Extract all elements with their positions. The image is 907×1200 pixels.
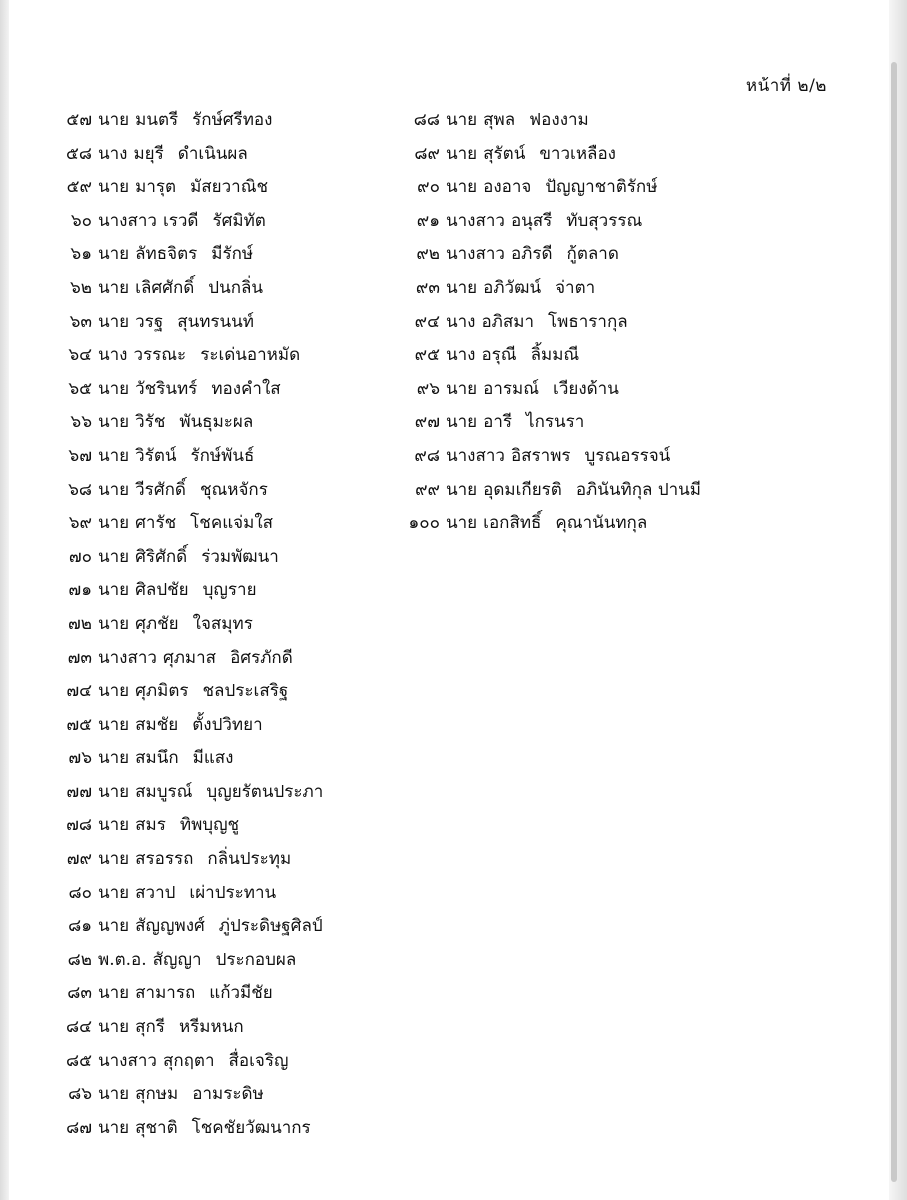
name-prefix: นาย — [98, 983, 130, 1004]
last-name: ร่วมพัฒนา — [201, 546, 279, 567]
name-prefix: นาย — [98, 748, 130, 769]
item-number: ๘๐ — [68, 882, 92, 903]
last-name: แก้วมีชัย — [209, 983, 273, 1004]
first-name: สุชาติ — [135, 1117, 178, 1138]
list-item — [52, 104, 323, 138]
first-name: ศิลปชัย — [135, 580, 189, 601]
last-name: บุญยรัตนประภา — [206, 781, 324, 802]
last-name: ทับสุวรรณ — [566, 210, 643, 231]
item-number: ๖๔ — [68, 345, 92, 366]
last-name: โชคชัยวัฒนากร — [191, 1117, 311, 1138]
name-prefix: นาย — [98, 513, 130, 534]
list-item — [52, 507, 323, 541]
first-name: สัญญพงศ์ — [135, 916, 205, 937]
item-number: ๖๓ — [69, 311, 92, 332]
item-number: ๙๕ — [414, 345, 440, 366]
list-item — [400, 104, 701, 138]
name-prefix: นางสาว — [98, 210, 157, 231]
item-number: ๖๘ — [68, 479, 92, 500]
first-name: วรฐ — [135, 311, 164, 332]
list-item — [52, 238, 323, 272]
name-prefix: นาย — [98, 815, 130, 836]
last-name: ฟองงาม — [529, 110, 589, 130]
list-item — [52, 1045, 323, 1079]
first-name: ศิริศักดิ์ — [135, 546, 188, 567]
item-number: ๕๙ — [66, 177, 92, 198]
name-prefix: นาย — [98, 613, 130, 634]
first-name: เรวดี — [162, 210, 199, 231]
list-item — [52, 608, 323, 642]
last-name: มัสยวาณิช — [190, 177, 269, 198]
first-name: สมบูรณ์ — [135, 781, 193, 802]
first-name: สวาป — [135, 882, 176, 903]
first-name: สมชัย — [135, 714, 179, 735]
item-number: ๗๖ — [68, 748, 92, 769]
name-prefix: นาย — [446, 177, 478, 198]
name-prefix: นาย — [446, 277, 478, 298]
list-item — [52, 138, 323, 172]
name-prefix: นาย — [98, 277, 130, 298]
first-name: สุรัตน์ — [483, 143, 526, 164]
item-number: ๘๗ — [66, 1117, 92, 1138]
list-item — [400, 272, 701, 306]
first-name: วัชรินทร์ — [135, 378, 198, 399]
last-name: ลิ้มมณี — [530, 345, 580, 366]
list-item — [52, 306, 323, 340]
last-name: กู้ตลาด — [566, 244, 619, 265]
last-name: ปนกลิ่น — [208, 277, 264, 298]
page-number: หน้าที่ ๒/๒ — [745, 76, 827, 96]
item-number: ๖๑ — [70, 244, 92, 265]
item-number: ๖๙ — [68, 513, 92, 534]
first-name: องอาจ — [483, 177, 532, 198]
last-name: สุนทรนนท์ — [177, 311, 254, 332]
last-name: อามระดิษ — [192, 1084, 264, 1105]
last-name: มีแสง — [192, 748, 234, 769]
first-name: ศุภมิตร — [135, 681, 189, 702]
item-number: ๙๔ — [414, 311, 440, 332]
name-prefix: นาย — [98, 311, 130, 332]
name-prefix: นาย — [98, 1084, 130, 1105]
name-prefix: นาย — [446, 412, 478, 433]
item-number: ๘๔ — [66, 1017, 92, 1038]
first-name: ศารัช — [135, 513, 177, 534]
list-item — [52, 675, 323, 709]
last-name: อิศรภักดี — [230, 647, 293, 668]
name-list-right-column — [400, 104, 701, 541]
list-item — [400, 171, 701, 205]
item-number: ๘๙ — [414, 143, 440, 164]
last-name: เผ่าประทาน — [189, 882, 277, 903]
item-number: ๙๘ — [414, 445, 440, 466]
item-number: ๘๘ — [413, 110, 440, 130]
first-name: สุพล — [483, 110, 516, 130]
item-number: ๙๗ — [414, 412, 440, 433]
item-number: ๗๘ — [66, 815, 92, 836]
item-number: ๖๗ — [68, 445, 92, 466]
list-item — [52, 809, 323, 843]
page-left-shadow — [0, 0, 9, 1200]
name-prefix: นาย — [98, 580, 130, 601]
first-name: สุกฤตา — [162, 1050, 215, 1071]
name-prefix: นาย — [446, 479, 478, 500]
first-name: สมร — [135, 815, 166, 836]
item-number: ๗๒ — [68, 613, 92, 634]
item-number: ๘๖ — [68, 1084, 92, 1105]
last-name: ตั้งปวิทยา — [192, 714, 263, 735]
last-name: สื่อเจริญ — [228, 1050, 289, 1071]
last-name: รักษ์ศรีทอง — [192, 110, 273, 130]
item-number: ๖๖ — [70, 412, 92, 433]
list-item — [400, 440, 701, 474]
last-name: พันธุมะผล — [179, 412, 254, 433]
item-number: ๙๖ — [416, 378, 440, 399]
name-prefix: นาย — [98, 849, 130, 870]
item-number: ๙๑ — [416, 210, 440, 231]
last-name: อภินันทิกุล ปานมี — [575, 479, 701, 500]
list-item — [400, 474, 701, 508]
list-item — [400, 373, 701, 407]
name-prefix: นาย — [446, 378, 478, 399]
last-name: รักษ์พันธ์ — [190, 445, 255, 466]
first-name: เลิศศักดิ์ — [135, 277, 195, 298]
name-prefix: นางสาว — [98, 647, 157, 668]
list-item — [400, 238, 701, 272]
first-name: อภิสมา — [481, 311, 535, 332]
list-item — [400, 306, 701, 340]
first-name: สุกษม — [135, 1084, 179, 1105]
first-name: อรุณี — [481, 345, 517, 366]
name-prefix: นางสาว — [446, 210, 505, 231]
list-item — [52, 910, 323, 944]
last-name: รัศมิทัต — [212, 210, 266, 231]
list-item — [400, 406, 701, 440]
last-name: โชคแจ่มใส — [190, 513, 273, 534]
list-item — [52, 205, 323, 239]
list-item — [52, 339, 323, 373]
name-prefix: นาย — [98, 916, 130, 937]
name-prefix: นาย — [98, 1117, 130, 1138]
last-name: ระเด่นอาหมัด — [200, 345, 301, 366]
item-number: ๘๒ — [67, 949, 92, 970]
first-name: ศุภมาส — [162, 647, 217, 668]
first-name: อุดมเกียรติ — [483, 479, 562, 500]
name-prefix: นาง — [446, 311, 476, 332]
item-number: ๘๓ — [67, 983, 92, 1004]
first-name: อภิรดี — [510, 244, 553, 265]
list-item — [52, 642, 323, 676]
list-item — [52, 1112, 323, 1146]
list-item — [400, 339, 701, 373]
item-number: ๖๕ — [68, 378, 92, 399]
last-name: ดำเนินผล — [177, 143, 248, 164]
name-prefix: นาย — [98, 781, 130, 802]
name-prefix: นาย — [98, 412, 130, 433]
name-prefix: นาย — [98, 244, 130, 265]
list-item — [52, 373, 323, 407]
item-number: ๗๓ — [67, 647, 92, 668]
item-number: ๙๒ — [416, 244, 440, 265]
first-name: วิรัตน์ — [135, 445, 177, 466]
list-item — [400, 138, 701, 172]
last-name: ประกอบผล — [215, 949, 297, 970]
last-name: จ่าตา — [555, 277, 596, 298]
last-name: บูรณอรรจน์ — [584, 445, 671, 466]
list-item — [52, 1078, 323, 1112]
last-name: บุญราย — [202, 580, 257, 601]
first-name: มนตรี — [135, 110, 179, 130]
last-name: ชุณหจักร — [199, 479, 268, 500]
name-prefix: นาย — [98, 546, 130, 567]
item-number: ๙๙ — [415, 479, 440, 500]
first-name: วีรศักดิ์ — [135, 479, 186, 500]
name-prefix: นาย — [446, 143, 478, 164]
list-item — [52, 877, 323, 911]
item-number: ๖๐ — [70, 210, 92, 231]
list-item — [52, 843, 323, 877]
name-prefix: นางสาว — [446, 445, 505, 466]
name-prefix: นาง — [98, 345, 128, 366]
last-name: ขาวเหลือง — [539, 143, 616, 164]
first-name: ศุภชัย — [135, 613, 179, 634]
name-prefix: นาย — [98, 445, 130, 466]
first-name: อนุสรี — [510, 210, 553, 231]
list-item — [52, 406, 323, 440]
name-prefix: นางสาว — [98, 1050, 157, 1071]
first-name: อิสราพร — [510, 445, 571, 466]
name-prefix: นาย — [98, 714, 130, 735]
last-name: มีรักษ์ — [211, 244, 254, 265]
name-prefix: นาย — [98, 479, 130, 500]
list-item — [52, 574, 323, 608]
first-name: วิรัช — [135, 412, 166, 433]
item-number: ๗๑ — [68, 580, 92, 601]
name-prefix: นาย — [446, 110, 478, 130]
name-list-left-column — [52, 104, 323, 1145]
first-name: สัญญา — [152, 949, 202, 970]
name-prefix: นาง — [446, 345, 476, 366]
first-name: สามารถ — [135, 983, 196, 1004]
item-number: ๗๕ — [66, 714, 92, 735]
first-name: สมนึก — [135, 748, 179, 769]
last-name: ทิพบุญชู — [179, 815, 240, 836]
name-prefix: นาย — [98, 1017, 130, 1038]
last-name: ไกรนรา — [526, 412, 585, 433]
first-name: อารี — [483, 412, 513, 433]
name-prefix: นาย — [98, 681, 130, 702]
list-item — [52, 272, 323, 306]
first-name: เอกสิทธิ์ — [483, 513, 542, 534]
item-number: ๗๐ — [68, 546, 92, 567]
list-item — [52, 440, 323, 474]
last-name: คุณานันทกุล — [555, 513, 648, 534]
item-number: ๕๗ — [66, 110, 92, 130]
list-item — [52, 171, 323, 205]
item-number: ๘๕ — [66, 1050, 92, 1071]
first-name: มยุรี — [133, 143, 164, 164]
last-name: ทองคำใส — [211, 378, 281, 399]
name-prefix: พ.ต.อ. — [98, 949, 147, 970]
item-number: ๙๓ — [415, 277, 440, 298]
list-item — [52, 1011, 323, 1045]
last-name: ใจสมุทร — [192, 613, 253, 634]
item-number: ๗๔ — [66, 681, 92, 702]
last-name: เวียงด้าน — [553, 378, 619, 399]
list-item — [52, 709, 323, 743]
first-name: สรอรรถ — [135, 849, 194, 870]
list-item — [52, 776, 323, 810]
list-item — [52, 474, 323, 508]
list-item — [52, 742, 323, 776]
name-prefix: นาย — [446, 513, 478, 534]
list-item — [52, 944, 323, 978]
last-name: ชลประเสริฐ — [202, 681, 289, 702]
last-name: ปัญญาชาติรักษ์ — [545, 177, 658, 198]
list-item — [52, 541, 323, 575]
first-name: วรรณะ — [133, 345, 187, 366]
first-name: ลัทธจิตร — [135, 244, 198, 265]
last-name: หรีมหนก — [178, 1017, 244, 1038]
name-prefix: นาย — [98, 110, 130, 130]
first-name: สุกรี — [135, 1017, 165, 1038]
list-item — [52, 977, 323, 1011]
first-name: อภิวัฒน์ — [483, 277, 542, 298]
item-number: ๗๗ — [66, 781, 92, 802]
item-number: ๑๐๐ — [408, 513, 440, 534]
name-prefix: นาย — [98, 378, 130, 399]
scrollbar[interactable] — [891, 62, 897, 1182]
last-name: กลิ่นประทุม — [207, 849, 292, 870]
name-prefix: นางสาว — [446, 244, 505, 265]
first-name: มารุต — [135, 177, 177, 198]
name-prefix: นาย — [98, 177, 130, 198]
name-prefix: นาง — [98, 143, 128, 164]
first-name: อารมณ์ — [483, 378, 540, 399]
item-number: ๕๘ — [66, 143, 92, 164]
list-item — [400, 507, 701, 541]
item-number: ๘๑ — [68, 916, 92, 937]
item-number: ๙๐ — [417, 177, 440, 198]
item-number: ๗๙ — [66, 849, 92, 870]
last-name: ภู่ประดิษฐศิลป์ — [218, 916, 323, 937]
list-item — [400, 205, 701, 239]
name-prefix: นาย — [98, 882, 130, 903]
item-number: ๖๒ — [70, 277, 92, 298]
last-name: โพธารากุล — [548, 311, 628, 332]
